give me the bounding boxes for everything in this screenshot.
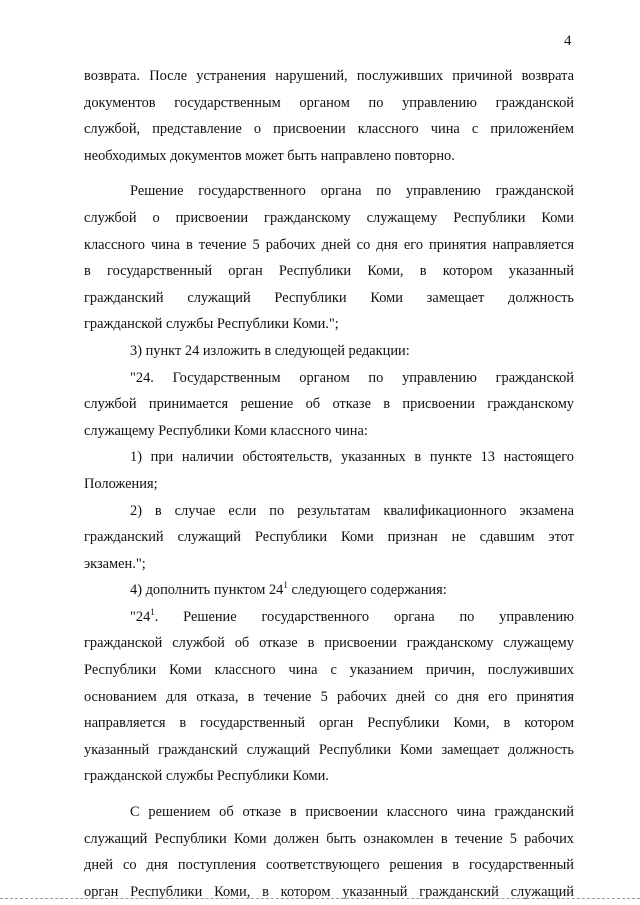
paragraph-decision xyxy=(84,178,574,338)
text-line: орган Республики Коми, в котором указанный гражданский служащий xyxy=(84,883,574,900)
text-fragment: . Решение государственного органа по управлению xyxy=(154,608,574,625)
document-body xyxy=(84,63,574,905)
text-line: дней со дня поступления соответствующего решения в государственный xyxy=(84,857,574,874)
page-number: 4 xyxy=(564,33,572,49)
text-line: службой, представление о присвоении классного чина с приложением xyxy=(84,121,574,138)
text-line: С решением об отказе в присвоении классного чина гражданский xyxy=(130,804,574,821)
text-line: службой о присвоении гражданскому служащему Республики Коми xyxy=(84,209,574,226)
text-line: основанием для отказа, в течение 5 рабочих дней со дня его принятия xyxy=(84,688,574,705)
text-line xyxy=(84,604,574,631)
text-line: гражданской службы Республики Коми."; xyxy=(84,316,339,333)
text-line: классного чина в течение 5 рабочих дней со дня его принятия направляется xyxy=(84,236,574,253)
superscript: 1 xyxy=(283,580,288,591)
paragraph-item-24-1 xyxy=(84,604,574,790)
text-line: документов государственным органом по управлению гражданской xyxy=(84,94,574,111)
text-line: указанный гражданский служащий Республики Коми замещает должность xyxy=(84,741,574,758)
paragraph-familiarization xyxy=(84,799,574,905)
text-line: 2) в случае если по результатам квалификационного экзамена xyxy=(130,502,574,519)
text-line: в государственный орган Республики Коми, в котором указанный xyxy=(84,263,574,280)
scan-bottom-edge xyxy=(0,898,640,900)
text-fragment: следующего содержания: xyxy=(287,582,447,599)
text-line: возврата. После устранения нарушений, послуживших причиной возврата xyxy=(84,68,574,84)
text-line: гражданской службы Республики Коми. xyxy=(84,768,329,785)
text-line: службой принимается решение об отказе в присвоении гражданскому xyxy=(84,396,574,413)
superscript: 1 xyxy=(150,606,155,617)
text-line: 3) пункт 24 изложить в следующей редакции: xyxy=(130,342,410,359)
text-line: гражданский служащий Республики Коми замещает должность xyxy=(84,289,574,306)
text-fragment: 4) дополнить пунктом 24 xyxy=(130,582,284,599)
text-line: направляется в государственный орган Республики Коми, в котором xyxy=(84,715,574,732)
text-line: гражданский служащий Республики Коми признан не сдавшим этот xyxy=(84,529,574,546)
paragraph-return-continuation xyxy=(84,63,574,169)
text-line: необходимых документов может быть направлено повторно. xyxy=(84,147,455,164)
paragraph-subitem-1 xyxy=(84,444,574,497)
text-line: Положения; xyxy=(84,475,158,492)
text-line xyxy=(84,577,574,604)
text-line: 1) при наличии обстоятельств, указанных в пункте 13 настоящего xyxy=(130,449,574,466)
paragraph-item-4 xyxy=(84,577,574,604)
paragraph-subitem-2 xyxy=(84,498,574,578)
text-line: служащий Республики Коми должен быть ознакомлен в течение 5 рабочих xyxy=(84,830,574,847)
text-line: "24. Государственным органом по управлению гражданской xyxy=(130,369,574,386)
paragraph-item-3 xyxy=(84,338,574,365)
text-line: Решение государственного органа по управлению гражданской xyxy=(130,183,574,200)
text-line: гражданской службой об отказе в присвоении гражданскому служащему xyxy=(84,635,574,652)
text-line: экзамен."; xyxy=(84,555,146,572)
text-line: служащему Республики Коми классного чина: xyxy=(84,422,368,439)
text-fragment: "24 xyxy=(130,608,151,625)
text-line: Республики Коми классного чина с указанием причин, послуживших xyxy=(84,662,574,679)
paragraph-item-24 xyxy=(84,365,574,445)
